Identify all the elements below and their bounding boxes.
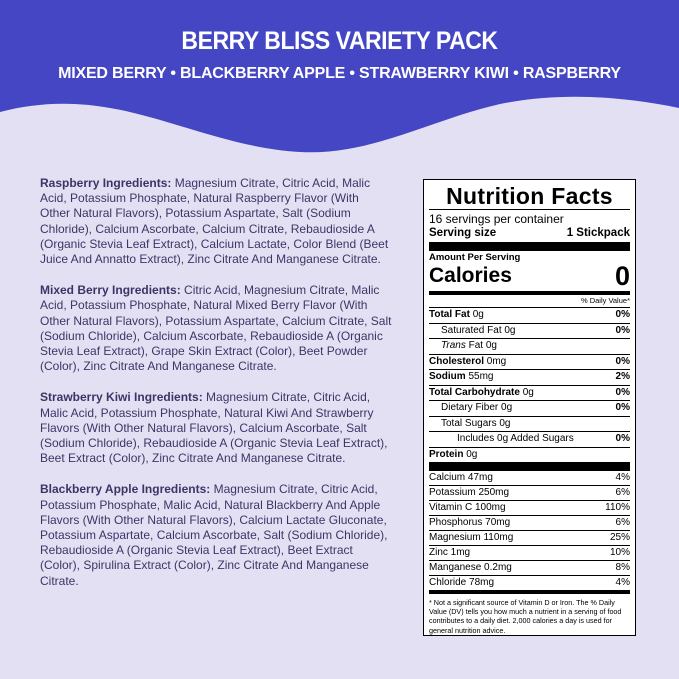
dietary-fiber-row: Dietary Fiber 0g 0% xyxy=(429,400,630,416)
nutrition-footnote: * Not a significant source of Vitamin D or Iron. The % Daily Value (DV) tells you how much a nutrient in a serving of food contributes to a daily diet. 2,000 calories a day is used for general nutrition advice. xyxy=(429,598,622,635)
amount-per-serving: Amount Per Serving xyxy=(429,252,521,263)
saturated-fat-row: Saturated Fat 0g 0% xyxy=(429,323,630,339)
mineral-row: Zinc 1mg 10% xyxy=(429,547,630,558)
mineral-row: Magnesium 110mg 25% xyxy=(429,532,630,543)
ingredients-label: Raspberry Ingredients: xyxy=(40,176,172,190)
sodium-row: Sodium 55mg 2% xyxy=(429,369,630,385)
added-sugars-row: Includes 0g Added Sugars 0% xyxy=(429,431,630,447)
nutrition-facts-title: Nutrition Facts xyxy=(446,183,613,209)
page-title: BERRY BLISS VARIETY PACK xyxy=(181,27,498,55)
mineral-row: Phosphorus 70mg 6% xyxy=(429,517,630,528)
cholesterol-row: Cholesterol 0mg 0% xyxy=(429,354,630,370)
calories-value: 0 xyxy=(614,261,630,291)
ingredients-mixed-berry xyxy=(40,283,392,374)
ingredients-text: Citric Acid, Magnesium Citrate, Malic Acid, Potassium Phosphate, Natural Mixed Berry Flavor (With Other Natural Flavors), Potassium Aspartate, Calcium Citrate, Salt (Sodium Chloride), Calcium Ascorbate, Rebaudioside A (Organic Stevia Leaf Extract), Grape Skin Extract (Color), Beet Powder (Color), Zinc Citrate And Manganese Citrate. xyxy=(40,283,392,374)
ingredients-blackberry-apple xyxy=(40,482,392,588)
ingredients-label: Blackberry Apple Ingredients: xyxy=(40,482,211,497)
mineral-row: Potassium 250mg 6% xyxy=(429,487,630,498)
ingredients-text: Magnesium Citrate, Citric Acid, Malic Acid, Potassium Phosphate, Natural Kiwi And Strawberry Flavors (With Other Natural Flavors), Calcium Ascorbate, Salt (Sodium Chloride), Rebaudioside A (Organic Stevia Leaf Extract), Beet Extract (Color), Zinc Citrate And Manganese Citrate. xyxy=(40,390,388,466)
ingredients-strawberry-kiwi xyxy=(40,390,392,466)
mineral-row: Manganese 0.2mg 8% xyxy=(429,562,630,573)
mineral-row: Calcium 47mg 4% xyxy=(429,472,630,483)
protein-row: Protein 0g xyxy=(429,447,630,463)
mineral-row: Vitamin C 100mg 110% xyxy=(429,502,630,513)
total-fat-row: Total Fat 0g 0% xyxy=(429,307,630,323)
servings-per-container: 16 servings per container xyxy=(429,212,564,226)
daily-value-header: % Daily Value* xyxy=(580,296,630,305)
ingredients-text: Magnesium Citrate, Citric Acid, Malic Acid, Potassium Phosphate, Natural Raspberry Flavor (With Other Natural Flavors), Potassium Aspartate, Salt (Sodium Chloride), Calcium Ascorbate, Calcium Citrate, Rebaudioside A (Organic Stevia Leaf Extract), Calcium Lactate, Color Blend (Beet Juice And Annatto Extract), Zinc Citrate And Manganese Citrate. xyxy=(40,176,389,267)
trans-fat-row: Trans Fat 0g xyxy=(429,338,630,354)
ingredients-column xyxy=(40,176,392,605)
ingredients-label: Mixed Berry Ingredients: xyxy=(40,283,181,298)
flavor-list: MIXED BERRY • BLACKBERRY APPLE • STRAWBERRY KIWI • RASPBERRY xyxy=(58,65,621,82)
ingredients-label: Strawberry Kiwi Ingredients: xyxy=(40,390,203,405)
calories-label: Calories xyxy=(429,264,512,287)
serving-size-row xyxy=(429,226,630,242)
total-carbohydrate-row: Total Carbohydrate 0g 0% xyxy=(429,385,630,401)
mineral-row: Chloride 78mg 4% xyxy=(429,577,630,588)
serving-size-value: 1 Stickpack xyxy=(566,227,630,239)
minerals-list xyxy=(429,471,630,590)
ingredients-raspberry xyxy=(40,176,392,267)
calories-row xyxy=(429,261,630,291)
total-sugars-row: Total Sugars 0g xyxy=(429,416,630,432)
nutrition-facts-panel xyxy=(423,179,636,636)
serving-size-label: Serving size xyxy=(429,227,497,239)
ingredients-text: Magnesium Citrate, Citric Acid, Potassium Phosphate, Malic Acid, Natural Blackberry And Apple Flavors (With Other Natural Flavors), Calcium Lactate Gluconate, Potassium Aspartate, Calcium Ascorbate, Salt (Sodium Chloride), Rebaudioside A (Organic Stevia Leaf Extract), Beet Extract (Color), Spirulina Extract (Color), Zinc Citrate And Manganese Citrate. xyxy=(40,482,388,588)
